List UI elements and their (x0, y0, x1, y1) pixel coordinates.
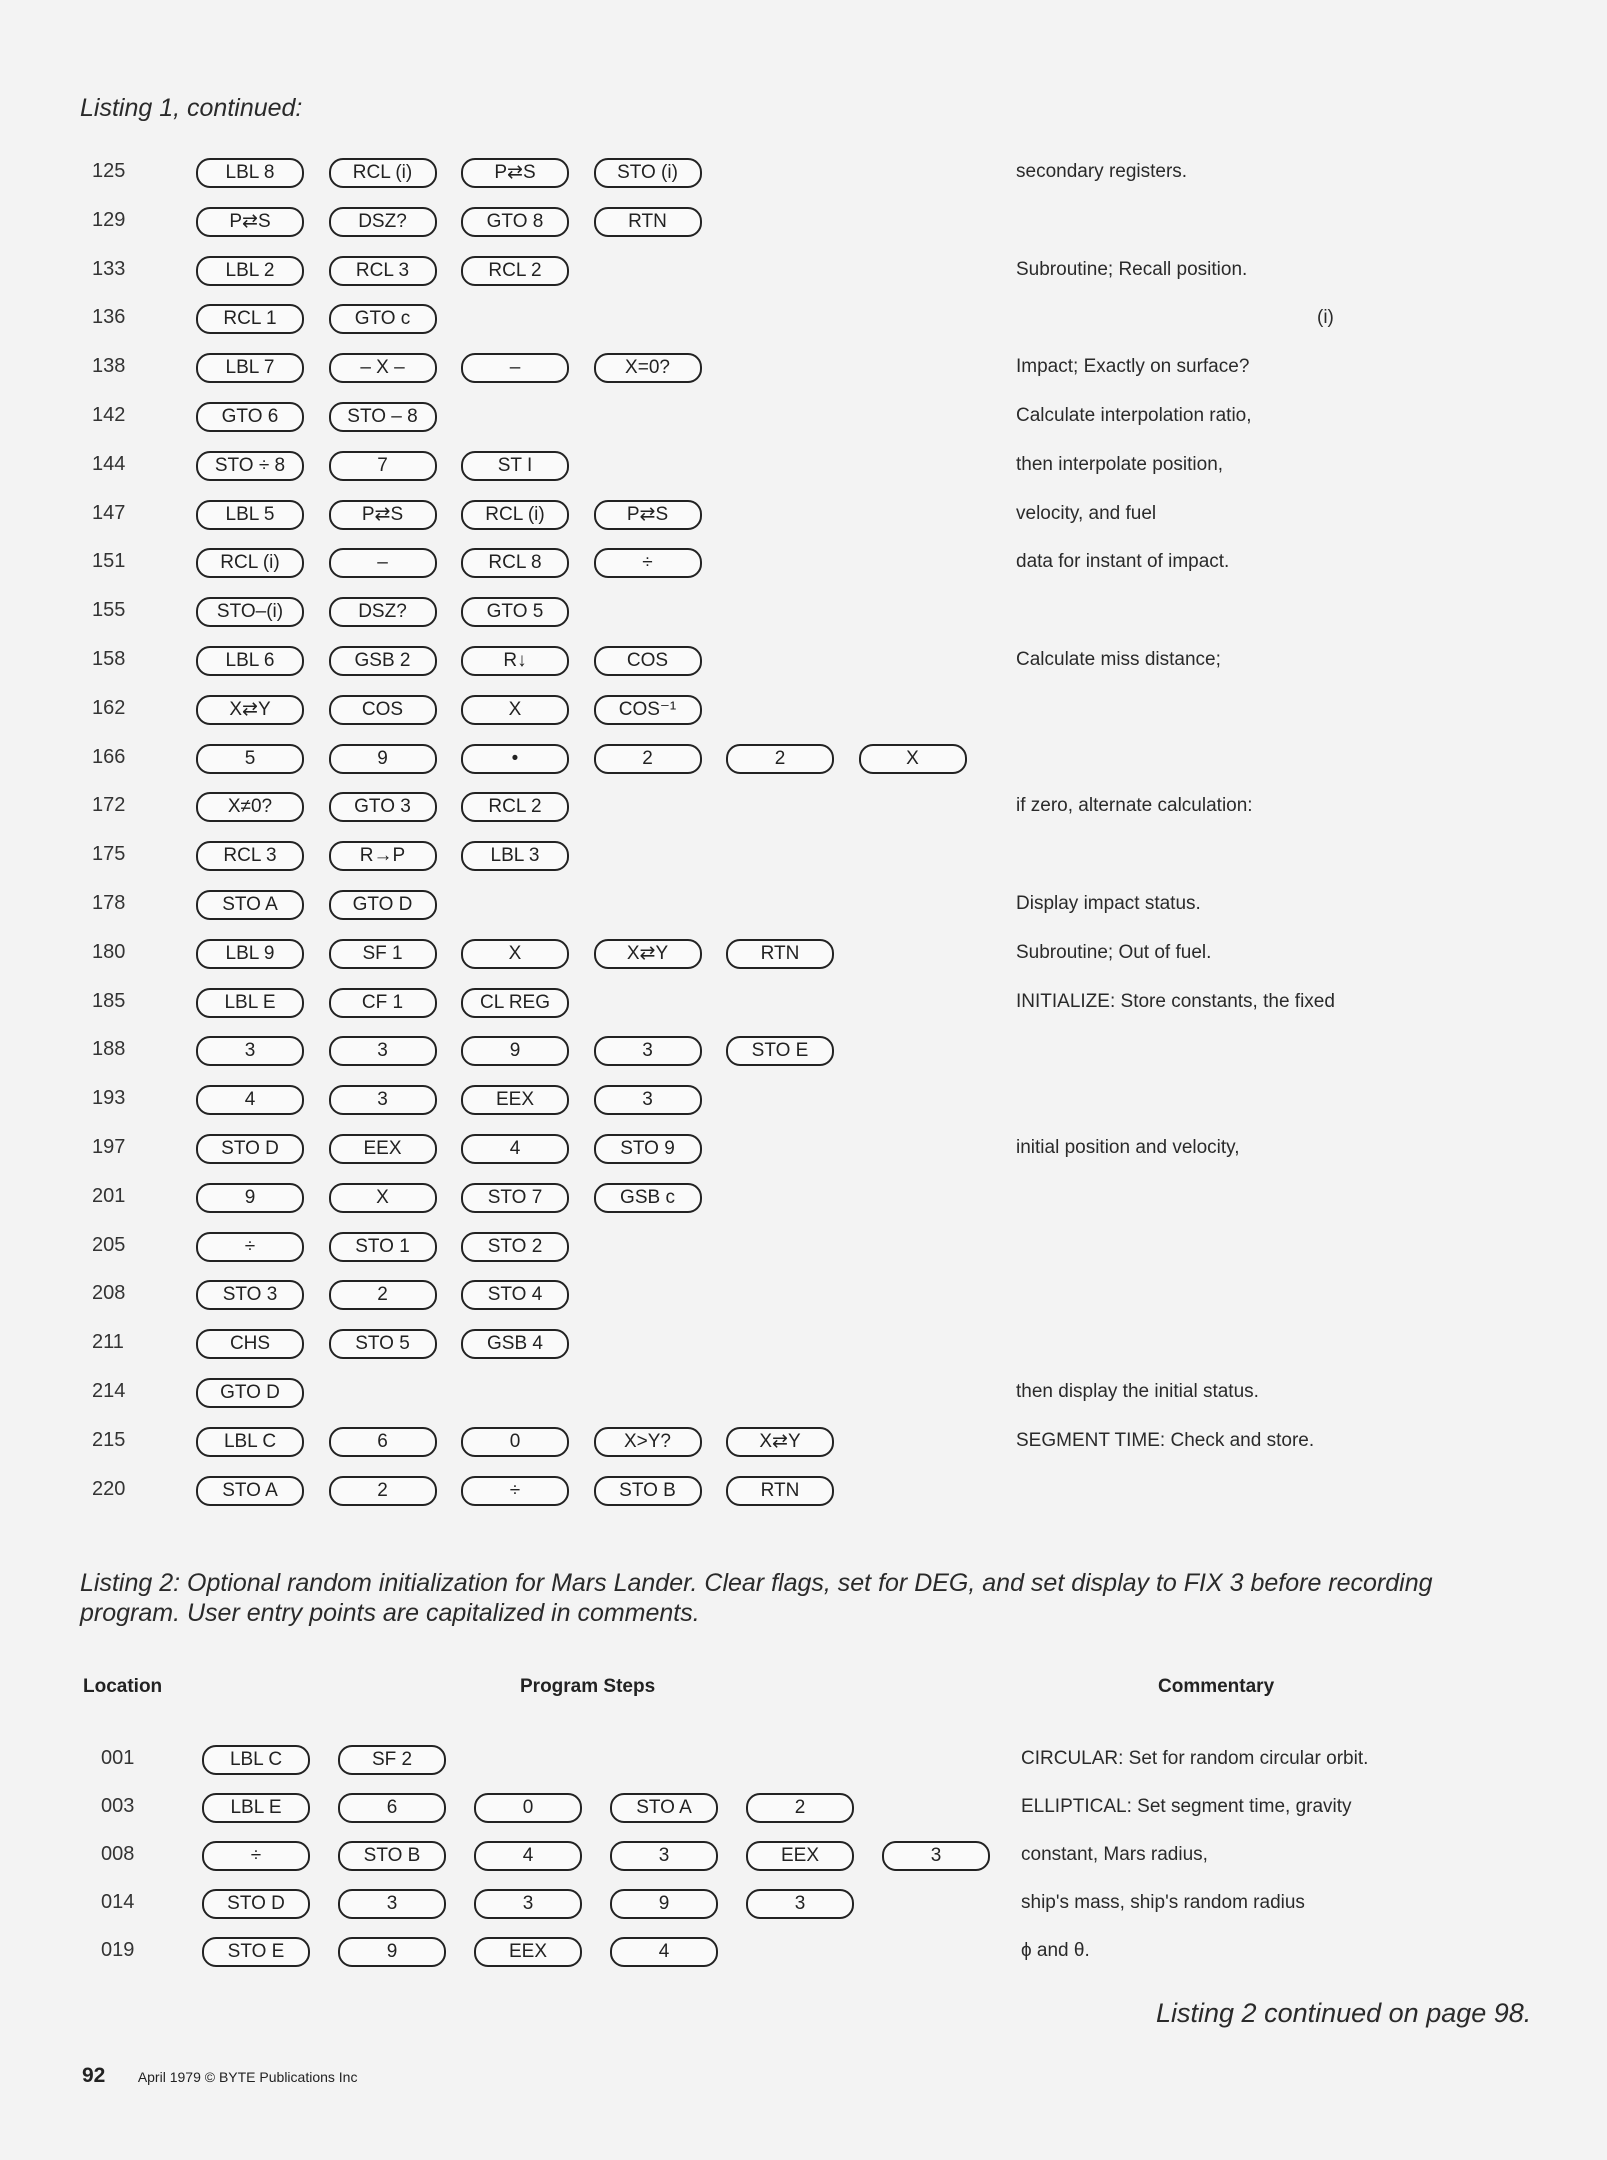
program-row (0, 1329, 1607, 1359)
program-key: X (461, 939, 569, 969)
program-key: 3 (196, 1036, 304, 1066)
program-key: RCL 8 (461, 548, 569, 578)
program-key: 7 (329, 451, 437, 481)
program-key: 2 (594, 744, 702, 774)
program-key: EEX (461, 1085, 569, 1115)
program-key: ÷ (461, 1476, 569, 1506)
continued-note: Listing 2 continued on page 98. (1156, 1998, 1532, 2028)
step-location: 215 (92, 1428, 126, 1451)
step-comment: Impact; Exactly on surface? (1016, 356, 1250, 378)
step-location: 008 (101, 1843, 135, 1865)
program-key: LBL 8 (196, 158, 304, 188)
program-key: STO 9 (594, 1134, 702, 1164)
step-comment: Subroutine; Recall position. (1016, 258, 1248, 280)
program-row (0, 1793, 1607, 1823)
step-comment: ELLIPTICAL: Set segment time, gravity (1021, 1796, 1352, 1817)
step-comment: then interpolate position, (1016, 453, 1224, 475)
step-location: 136 (92, 306, 126, 329)
step-location: 014 (101, 1891, 135, 1913)
step-location: 175 (92, 843, 126, 866)
step-comment: Subroutine; Out of fuel. (1016, 941, 1212, 963)
program-key: 2 (746, 1793, 854, 1823)
step-location: 162 (92, 696, 126, 719)
program-key: SF 1 (329, 939, 437, 969)
program-row (0, 1427, 1607, 1457)
step-location: 166 (92, 745, 126, 768)
program-key: RCL 1 (196, 304, 304, 334)
program-key: COS⁻¹ (594, 695, 702, 725)
step-comment: then display the initial status. (1016, 1381, 1259, 1402)
step-comment: data for instant of impact. (1016, 551, 1230, 573)
program-key: EEX (474, 1937, 582, 1967)
program-key: 3 (594, 1085, 702, 1115)
program-row (0, 1134, 1607, 1164)
program-row (0, 158, 1607, 188)
program-key: ÷ (594, 548, 702, 578)
step-location: 147 (92, 501, 126, 524)
step-location: 003 (101, 1795, 135, 1817)
program-key: EEX (746, 1841, 854, 1871)
program-key: X⇄Y (594, 939, 702, 969)
program-row (0, 353, 1607, 383)
program-key: STO E (202, 1937, 310, 1967)
program-key: RCL 2 (461, 256, 569, 286)
program-key: 4 (474, 1841, 582, 1871)
program-key: COS (594, 646, 702, 676)
program-key: STO–(i) (196, 597, 304, 627)
step-location: 178 (92, 892, 126, 914)
step-location: 201 (92, 1184, 126, 1207)
program-key: LBL 3 (461, 841, 569, 871)
program-row (0, 1841, 1607, 1871)
program-key: P⇄S (196, 207, 304, 237)
program-key: DSZ? (329, 597, 437, 627)
program-key: 3 (329, 1036, 437, 1066)
program-key: 6 (338, 1793, 446, 1823)
program-row (0, 1232, 1607, 1262)
program-key: X⇄Y (726, 1427, 834, 1457)
program-key: GTO c (329, 304, 437, 334)
step-location: 211 (92, 1331, 124, 1354)
program-key: CHS (196, 1329, 304, 1359)
step-location: 125 (92, 160, 126, 182)
program-key: 9 (461, 1036, 569, 1066)
program-key: 9 (610, 1889, 718, 1919)
program-key: 3 (329, 1085, 437, 1115)
program-key: X (461, 695, 569, 725)
program-row (0, 451, 1607, 481)
program-key: EEX (329, 1134, 437, 1164)
program-row (0, 988, 1607, 1018)
program-key: 6 (329, 1427, 437, 1457)
program-key: STO B (338, 1841, 446, 1871)
step-comment: secondary registers. (1016, 161, 1188, 182)
page-footer (82, 2064, 357, 2088)
program-key: STO D (202, 1889, 310, 1919)
program-key: STO A (610, 1793, 718, 1823)
program-key: P⇄S (329, 500, 437, 530)
program-key: STO 4 (461, 1280, 569, 1310)
step-location: 158 (92, 648, 126, 670)
program-key: GTO 5 (461, 597, 569, 627)
program-key: 3 (610, 1841, 718, 1871)
step-comment: INITIALIZE: Store constants, the fixed (1016, 990, 1335, 1012)
program-key: GTO 6 (196, 402, 304, 432)
program-key: 9 (338, 1937, 446, 1967)
listing-2-caption (80, 1568, 1530, 1628)
program-key: R↓ (461, 646, 569, 676)
program-row (0, 1183, 1607, 1213)
program-key: RCL 3 (329, 256, 437, 286)
step-comment: CIRCULAR: Set for random circular orbit. (1021, 1748, 1369, 1769)
program-key: ÷ (202, 1841, 310, 1871)
program-key: STO 3 (196, 1280, 304, 1310)
program-key: 3 (882, 1841, 990, 1871)
program-row (0, 1745, 1607, 1775)
program-key: STO A (196, 1476, 304, 1506)
program-key: LBL 5 (196, 500, 304, 530)
program-key: STO ÷ 8 (196, 451, 304, 481)
program-row (0, 792, 1607, 822)
step-location: 138 (92, 355, 126, 378)
program-row (0, 1036, 1607, 1066)
step-location: 180 (92, 940, 126, 963)
step-comment: Display impact status. (1016, 893, 1201, 914)
program-key: COS (329, 695, 437, 725)
program-key: P⇄S (461, 158, 569, 188)
program-key: CL REG (461, 988, 569, 1018)
program-key: X=0? (594, 353, 702, 383)
program-row (0, 1085, 1607, 1115)
program-key: RCL (i) (329, 158, 437, 188)
program-key: STO D (196, 1134, 304, 1164)
program-key: X⇄Y (196, 695, 304, 725)
step-location: 142 (92, 404, 126, 426)
program-key: 3 (594, 1036, 702, 1066)
program-key: 3 (338, 1889, 446, 1919)
caption-line-2: program. User entry points are capitalized in comments. (80, 1599, 700, 1627)
program-key: SF 2 (338, 1745, 446, 1775)
program-key: GTO D (329, 890, 437, 920)
program-key: 9 (196, 1183, 304, 1213)
step-comment: ϕ and θ. (1021, 1940, 1090, 1961)
step-location: 001 (101, 1747, 135, 1769)
program-key: – X – (329, 353, 437, 383)
program-key: GTO D (196, 1378, 304, 1408)
program-key: RTN (726, 939, 834, 969)
program-key: 3 (746, 1889, 854, 1919)
step-comment: if zero, alternate calculation: (1016, 795, 1253, 817)
program-key: RCL (i) (461, 500, 569, 530)
program-key: 4 (610, 1937, 718, 1967)
program-key: STO (i) (594, 158, 702, 188)
step-comment: velocity, and fuel (1016, 502, 1157, 524)
header-location: Location (83, 1676, 163, 1697)
program-key: STO 7 (461, 1183, 569, 1213)
step-comment: constant, Mars radius, (1021, 1844, 1208, 1865)
program-row (0, 1378, 1607, 1408)
program-key: X (329, 1183, 437, 1213)
header-commentary: Commentary (1158, 1676, 1275, 1697)
step-location: 185 (92, 989, 126, 1012)
program-key: X≠0? (196, 792, 304, 822)
step-location: 144 (92, 452, 126, 475)
program-key: RCL (i) (196, 548, 304, 578)
program-key: STO E (726, 1036, 834, 1066)
step-comment: Calculate miss distance; (1016, 649, 1221, 670)
program-key: P⇄S (594, 500, 702, 530)
program-key: 2 (329, 1476, 437, 1506)
step-location: 129 (92, 208, 126, 231)
program-row (0, 597, 1607, 627)
program-key: 5 (196, 744, 304, 774)
program-key: – (329, 548, 437, 578)
program-key: GTO 3 (329, 792, 437, 822)
program-key: 0 (461, 1427, 569, 1457)
program-key: STO – 8 (329, 402, 437, 432)
step-comment: initial position and velocity, (1016, 1137, 1240, 1158)
program-key: 0 (474, 1793, 582, 1823)
program-key: 2 (329, 1280, 437, 1310)
program-key: 3 (474, 1889, 582, 1919)
program-row (0, 207, 1607, 237)
header-program-steps: Program Steps (520, 1676, 656, 1697)
program-key: LBL C (202, 1745, 310, 1775)
program-key: STO A (196, 890, 304, 920)
program-row (0, 890, 1607, 920)
program-row (0, 1476, 1607, 1506)
program-key: GSB 4 (461, 1329, 569, 1359)
program-key: RTN (726, 1476, 834, 1506)
program-key: STO 2 (461, 1232, 569, 1262)
program-key: CF 1 (329, 988, 437, 1018)
step-comment: SEGMENT TIME: Check and store. (1016, 1429, 1315, 1451)
program-key: LBL 2 (196, 256, 304, 286)
step-location: 220 (92, 1477, 126, 1500)
program-key: RTN (594, 207, 702, 237)
program-row (0, 841, 1607, 871)
program-key: X (859, 744, 967, 774)
step-location: 214 (92, 1380, 126, 1402)
program-key: • (461, 744, 569, 774)
program-row (0, 1280, 1607, 1310)
step-location: 208 (92, 1282, 126, 1305)
step-location: 172 (92, 794, 126, 817)
program-key: ST I (461, 451, 569, 481)
step-comment: ship's mass, ship's random radius (1021, 1892, 1305, 1913)
program-key: RCL 2 (461, 792, 569, 822)
program-row (0, 402, 1607, 432)
listing-1-title: Listing 1, continued: (80, 94, 303, 122)
program-key: – (461, 353, 569, 383)
program-key: RCL 3 (196, 841, 304, 871)
program-key: STO B (594, 1476, 702, 1506)
program-key: GSB 2 (329, 646, 437, 676)
program-key: GSB c (594, 1183, 702, 1213)
program-row (0, 1937, 1607, 1967)
program-key: LBL 9 (196, 939, 304, 969)
program-key: 4 (461, 1134, 569, 1164)
step-location: 205 (92, 1233, 126, 1256)
program-row (0, 939, 1607, 969)
program-key: 4 (196, 1085, 304, 1115)
step-location: 019 (101, 1939, 135, 1961)
program-key: DSZ? (329, 207, 437, 237)
program-key: STO 1 (329, 1232, 437, 1262)
program-row (0, 1889, 1607, 1919)
program-row (0, 500, 1607, 530)
program-row (0, 304, 1607, 334)
program-key: R→P (329, 841, 437, 871)
publication-credit: April 1979 © BYTE Publications Inc (137, 2069, 358, 2085)
program-row (0, 744, 1607, 774)
step-location: 193 (92, 1087, 126, 1110)
step-comment-marginal: (i) (1317, 307, 1334, 329)
program-key: LBL E (196, 988, 304, 1018)
program-key: X>Y? (594, 1427, 702, 1457)
page-number: 92 (82, 2064, 106, 2087)
program-key: LBL E (202, 1793, 310, 1823)
program-key: STO 5 (329, 1329, 437, 1359)
caption-line-1: Listing 2: Optional random initialization for Mars Lander. Clear flags, set for DEG, and set display to FIX 3 before recording (80, 1569, 1433, 1597)
step-location: 151 (92, 550, 126, 573)
step-comment: Calculate interpolation ratio, (1016, 405, 1252, 426)
step-location: 188 (92, 1038, 126, 1061)
program-key: LBL 7 (196, 353, 304, 383)
step-location: 155 (92, 599, 126, 622)
program-row (0, 256, 1607, 286)
program-row (0, 646, 1607, 676)
program-key: LBL C (196, 1427, 304, 1457)
program-key: 9 (329, 744, 437, 774)
program-key: LBL 6 (196, 646, 304, 676)
step-location: 197 (92, 1136, 126, 1158)
program-key: GTO 8 (461, 207, 569, 237)
program-row (0, 695, 1607, 725)
program-row (0, 548, 1607, 578)
step-location: 133 (92, 257, 126, 280)
program-key: ÷ (196, 1232, 304, 1262)
program-key: 2 (726, 744, 834, 774)
